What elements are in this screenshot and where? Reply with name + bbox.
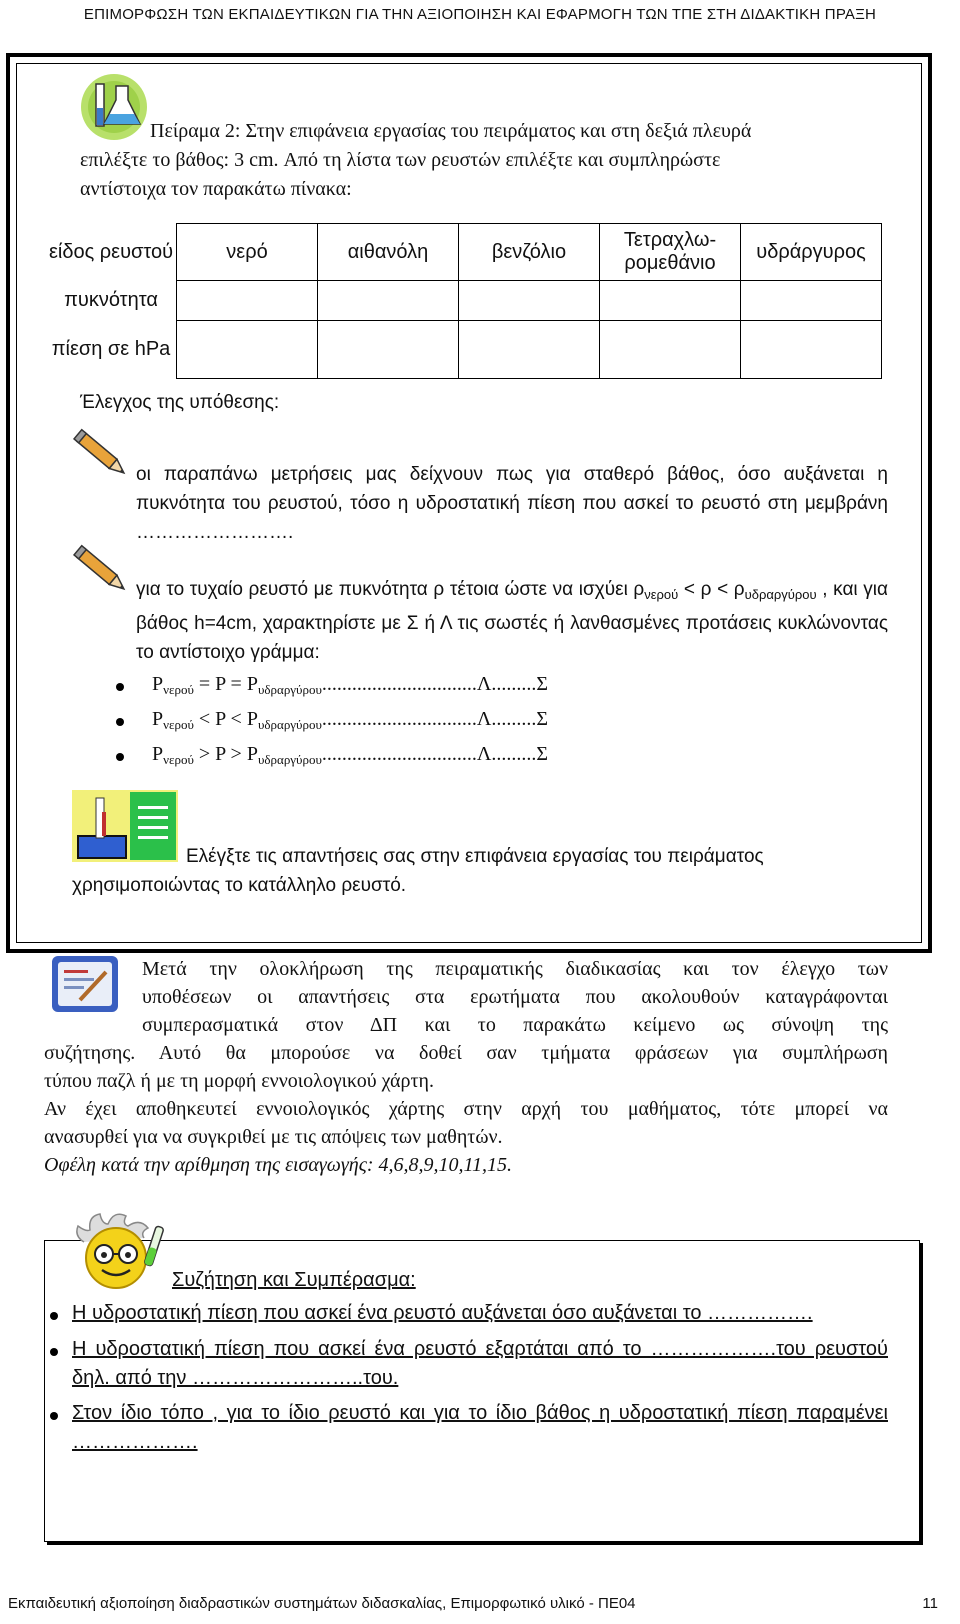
column-carbon-tetrachloride: Τετραχλω-ρομεθάνιο <box>600 224 741 281</box>
cell-density-benzene[interactable] <box>459 281 600 321</box>
column-ethanol: αιθανόλη <box>318 224 459 281</box>
column-mercury: υδράργυρος <box>741 224 882 281</box>
bullet <box>116 718 124 726</box>
summary-line5: τύπου παζλ ή με τη μορφή εννοιολογικού χάρτη. <box>44 1070 434 1092</box>
cell-pressure-tetrachloride[interactable] <box>600 321 741 379</box>
cell-pressure-ethanol[interactable] <box>318 321 459 379</box>
note-density-pressure: οι παραπάνω μετρήσεις μας δείχνουν πως για σταθερό βάθος, όσο αυξάνεται η πυκνότητα του ρευστού, τόσο η υδροστατική πίεση που ασκεί το ρευστό στη μεμβράνη ……………………. <box>136 464 888 543</box>
bullet <box>50 1412 58 1420</box>
scientist-smiley-icon <box>72 1212 168 1292</box>
footer-text: Εκπαιδευτική αξιοποίηση διαδραστικών συστημάτων διδασκαλίας, Επιμορφωτικό υλικό - ΠΕ04 <box>8 1595 636 1612</box>
cell-density-tetrachloride[interactable] <box>600 281 741 321</box>
discussion-item-1: Η υδροστατική πίεση που ασκεί ένα ρευστό αυξάνεται όσο αυξάνεται το ……………. <box>72 1302 813 1324</box>
cell-density-ethanol[interactable] <box>318 281 459 321</box>
summary-line1: Μετά την ολοκλήρωση της πειραματικής διαδικασίας και τον έλεγχο των <box>142 958 888 980</box>
cell-pressure-water[interactable] <box>177 321 318 379</box>
board-pen-icon <box>50 954 122 1016</box>
row-header-fluid-type: είδος ρευστού <box>48 240 174 263</box>
discussion-item-2: Η υδροστατική πίεση που ασκεί ένα ρευστό εξαρτάται από το ……………….του ρευστού δηλ. από την ……………………..του. <box>72 1338 888 1389</box>
column-water: νερό <box>177 224 318 281</box>
measurements-table <box>46 223 882 379</box>
note-true-false-instructions: για το τυχαίο ρευστό με πυκνότητα ρ τέτοια ώστε να ισχύει $\rho_{\nu\varepsilon\rho oύ} < \rho < \rho_{\upsilon\delta\rho\alpha\rho\gamma ύ\rho o\upsilon}$ , και για βάθος h=4cm, χαρακτηρίστε με Σ ή Λ τις σωστές ή λανθασμένες προτάσεις κυκλώνοντας το αντίστοιχο γράμμα: <box>136 579 888 663</box>
cell-pressure-mercury[interactable] <box>741 321 882 379</box>
page-header: ΕΠΙΜΟΡΦΩΣΗ ΤΩΝ ΕΚΠΑΙΔΕΥΤΙΚΩΝ ΓΙΑ ΤΗΝ ΑΞΙΟΠΟΙΗΣΗ ΚΑΙ ΕΦΑΡΜΟΓΗ ΤΩΝ ΤΠΕ ΣΤΗ ΔΙΔΑΚΤΙΚΗ ΠΡΑΞΗ <box>83 6 877 23</box>
cell-density-mercury[interactable] <box>741 281 882 321</box>
simulation-screenshot-icon <box>72 790 178 862</box>
check-answers-line1: Ελέγξτε τις απαντήσεις σας στην επιφάνεια εργασίας του πειράματος <box>186 846 764 867</box>
bullet <box>116 753 124 761</box>
bullet <box>50 1312 58 1320</box>
hypothesis-check-label: Έλεγχος της υπόθεσης: <box>80 392 280 413</box>
pencil-icon <box>68 540 134 602</box>
statement-2: $P_{\nu\varepsilon\rho oύ} < P < P_{\upsilon\delta\rho\alpha\rho\gamma ύ\rho o\upsilon}...............................\Lambda.........\Sigma$ <box>152 708 549 732</box>
concept-map-line1: Αν έχει αποθηκευτεί εννοιολογικός χάρτης στην αρχή του μαθήματος, τότε μπορεί να <box>44 1098 888 1120</box>
experiment-intro-line1: Πείραμα 2: Στην επιφάνεια εργασίας του πειράματος και στη δεξιά πλευρά <box>150 120 752 142</box>
pencil-icon <box>68 424 134 486</box>
statement-3: $P_{\nu\varepsilon\rho oύ} > P > P_{\upsilon\delta\rho\alpha\rho\gamma ύ\rho o\upsilon}...............................\Lambda.........\Sigma$ <box>152 743 549 767</box>
summary-line3: συμπερασματικά στον ΔΠ και το παρακάτω κείμενο ως σύνοψη της <box>142 1014 888 1036</box>
statement-1: $P_{\nu\varepsilon\rho oύ} = P = P_{\upsilon\delta\rho\alpha\rho\gamma ύ\rho o\upsilon}...............................\Lambda.........\Sigma$ <box>152 673 549 697</box>
check-answers-line2: χρησιμοποιώντας το κατάλληλο ρευστό. <box>72 875 407 896</box>
page-number: 11 <box>922 1595 938 1612</box>
bullet <box>116 683 124 691</box>
cell-pressure-benzene[interactable] <box>459 321 600 379</box>
concept-map-line2: ανασυρθεί για να συγκριθεί με τις απόψεις των μαθητών. <box>44 1126 503 1148</box>
row-header-density: πυκνότητα <box>64 289 158 311</box>
experiment-intro-line2: επιλέξτε το βάθος: 3 cm. Από τη λίστα των ρευστών επιλέξτε και συμπληρώστε <box>80 149 721 171</box>
lab-flask-icon <box>78 70 148 142</box>
column-benzene: βενζόλιο <box>459 224 600 281</box>
bullet <box>50 1348 58 1356</box>
discussion-item-3: Στον ίδιο τόπο , για το ίδιο ρευστό και για το ίδιο βάθος η υδροστατική πίεση παραμένει ………………. <box>72 1402 888 1453</box>
row-header-pressure: πίεση σε hPa <box>51 338 171 360</box>
discussion-title: Συζήτηση και Συμπέρασμα: <box>172 1269 416 1291</box>
page-footer <box>8 1595 938 1612</box>
experiment-intro-line3: αντίστοιχα τον παρακάτω πίνακα: <box>80 178 352 200</box>
cell-density-water[interactable] <box>177 281 318 321</box>
summary-line4: συζήτησης. Αυτό θα μπορούσε να δοθεί σαν τμήματα φράσεων για συμπλήρωση <box>44 1042 888 1064</box>
benefits-line: Οφέλη κατά την αρίθμηση της εισαγωγής: 4,6,8,9,10,11,15. <box>44 1154 512 1176</box>
summary-line2: υποθέσεων οι απαντήσεις στα ερωτήματα που ακολουθούν καταγράφονται <box>142 986 888 1008</box>
